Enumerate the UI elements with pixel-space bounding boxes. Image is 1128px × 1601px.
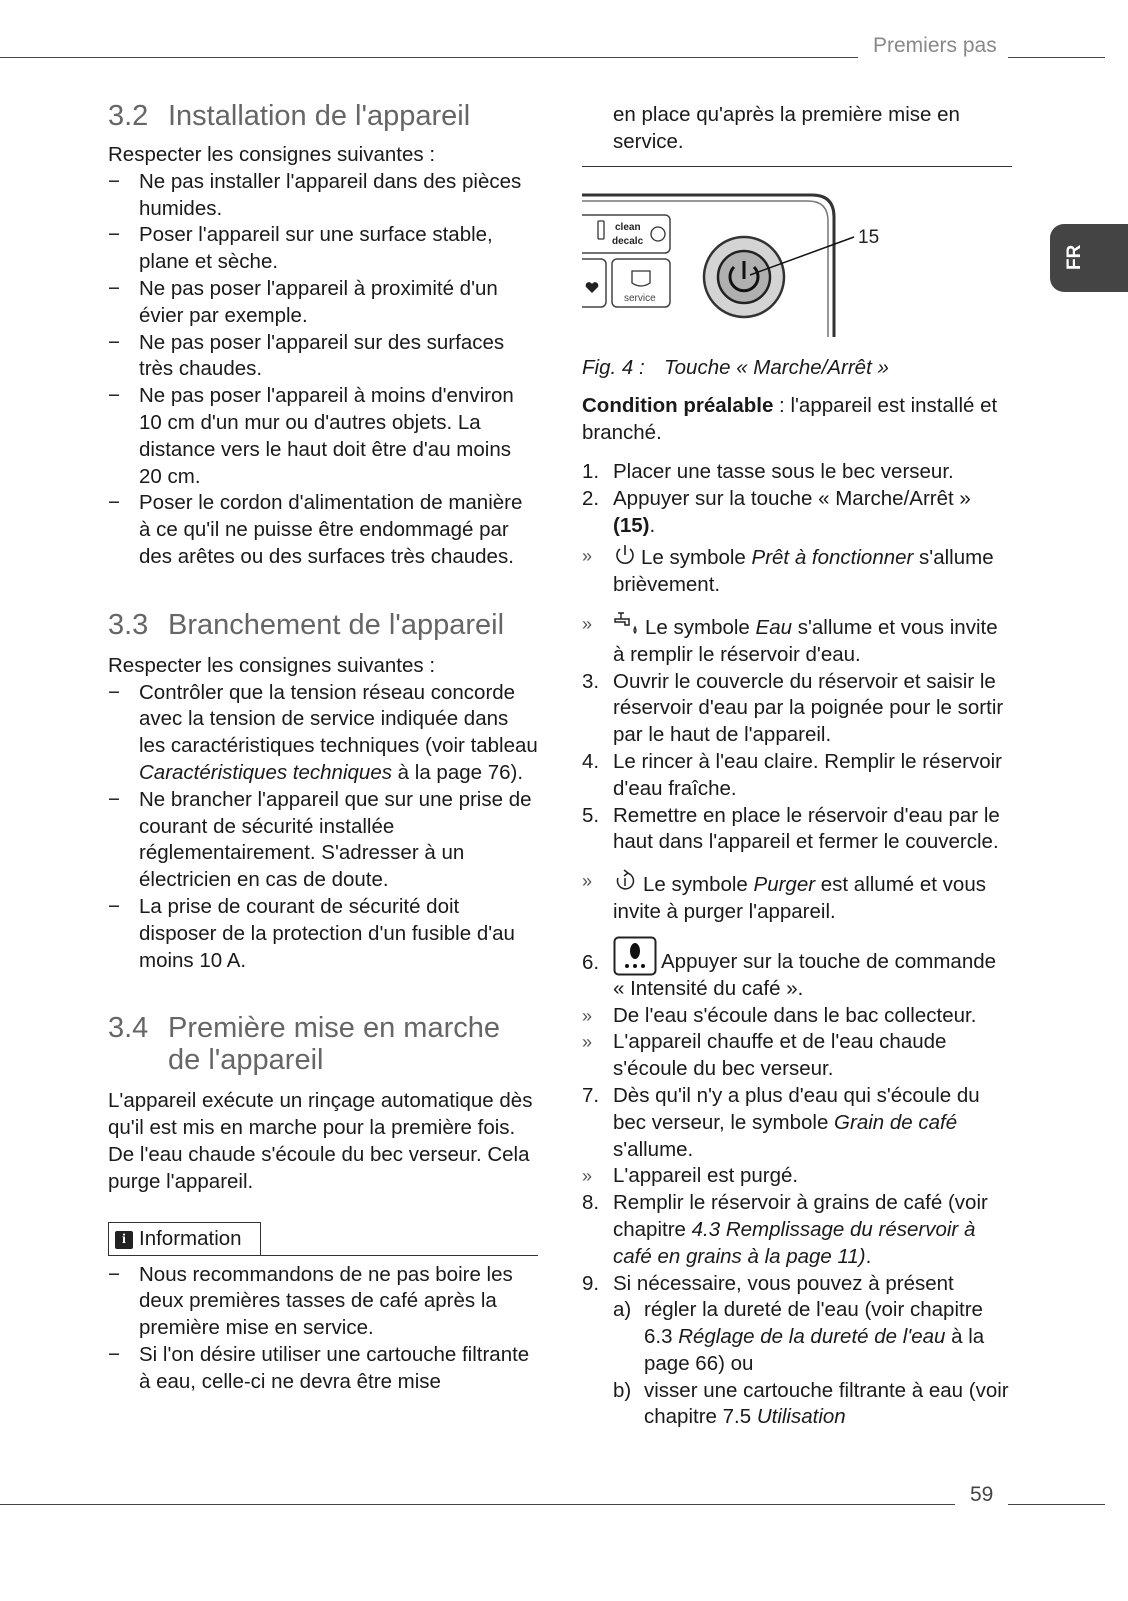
step-ref: (15) [613, 513, 650, 537]
list-item: − Nous recommandons de ne pas boire les deux premières tasses de café après la première mise en service. [108, 1262, 538, 1342]
step-8 [582, 1190, 1012, 1270]
section-title: Première mise en marche de l'appareil [168, 1012, 500, 1077]
section-3-3-heading [108, 609, 538, 641]
precondition-label: Condition préalable [582, 394, 774, 418]
sub-step-b [613, 1378, 1012, 1432]
purge-icon [613, 868, 639, 894]
step-text: Ouvrir le couvercle du réservoir et saisir le réservoir d'eau par la poignée pour le sortir par le haut de l'appareil. [613, 669, 1004, 747]
step-3 [582, 669, 1012, 749]
list-item: − Ne pas installer l'appareil dans des pièces humides. [108, 169, 538, 223]
step-number: 3. [582, 669, 600, 693]
section-number: 3.3 [108, 608, 149, 641]
footer-rule-left [0, 1504, 955, 1505]
result-item [582, 611, 1012, 669]
step-text: Remettre en place le réservoir d'eau par le haut dans l'appareil et fermer le couvercle. [613, 803, 1000, 854]
step-number: 1. [582, 459, 600, 483]
water-tap-icon [613, 611, 641, 637]
information-block [108, 1222, 538, 1396]
cross-reference: Caractéristiques techniques [139, 760, 392, 784]
list-item: − Poser le cordon d'alimentation de manière à ce qu'il ne puisse être endommagé par des arêtes ou des surfaces très chaudes. [108, 490, 538, 570]
header-rule-left [0, 57, 858, 58]
section-intro: Respecter les consignes suivantes : [108, 143, 436, 166]
figure-caption [582, 355, 1012, 382]
step-results [582, 1003, 1012, 1083]
information-rule [108, 1255, 538, 1256]
figure-top-rule [582, 166, 1012, 167]
step-number: 2. [582, 486, 600, 510]
step-text: s'allume. [613, 1137, 694, 1161]
power-ready-icon [613, 543, 637, 567]
section-3-2-heading [108, 100, 538, 132]
step-results [582, 1163, 1012, 1190]
step-text: . [865, 1244, 872, 1268]
figure-control-panel [582, 187, 1012, 347]
precondition-text: : l'appareil est installé et branché. [582, 394, 998, 445]
list-item [108, 680, 538, 787]
connection-list [108, 680, 538, 975]
cartridge-icon [598, 221, 604, 239]
section-intro: Respecter les consignes suivantes : [108, 653, 436, 677]
figure-number: Fig. 4 : [582, 355, 645, 379]
result-text: Le symbole [641, 546, 752, 570]
sub-steps-list [613, 1297, 1012, 1431]
symbol-name: Purger [753, 873, 816, 897]
steps-list [582, 459, 1012, 1431]
list-item: − Ne pas poser l'appareil sur des surfaces très chaudes. [108, 330, 538, 384]
sub-step-a [613, 1297, 1012, 1377]
continuation-text: en place qu'après la première mise en service. [613, 103, 960, 153]
purge-icon [651, 227, 665, 241]
step-2 [582, 486, 1012, 669]
text-run: Contrôler que la tension réseau concorde avec la tension de service indiquée dans les caractéristiques techniques (voir tableau [139, 680, 538, 758]
coffee-strength-key-icon [613, 936, 657, 976]
step-text: à la page 66) ou [644, 1325, 985, 1375]
list-item: − Ne pas poser l'appareil à proximité d'un évier par exemple. [108, 276, 538, 330]
step-number: 7. [582, 1083, 600, 1107]
step-text: Si nécessaire, vous pouvez à présent [613, 1271, 954, 1295]
result-text: s'allume et vous invite à remplir le réservoir d'eau. [613, 615, 998, 666]
decalc-label: decalc [612, 235, 644, 247]
list-item: − Poser l'appareil sur une surface stable, plane et sèche. [108, 222, 538, 276]
symbol-name: Grain de café [834, 1110, 958, 1134]
symbol-name: Eau [755, 615, 793, 639]
result-item: » L'appareil est purgé. [582, 1163, 1012, 1190]
footer-rule-right [1008, 1504, 1105, 1505]
clean-decalc-key [582, 215, 670, 253]
step-text: . [649, 513, 656, 537]
information-list [108, 1262, 538, 1396]
information-label: Information [139, 1227, 242, 1251]
step-number: 6. [582, 950, 600, 974]
text-run: à la page 76). [391, 760, 524, 784]
step-number: 8. [582, 1191, 600, 1215]
cross-reference: 4.3 Remplissage du réservoir à café en grains à la page 11) [613, 1217, 976, 1268]
list-item: − Ne brancher l'appareil que sur une prise de courant de sécurité installée réglementairement. S'adresser à un électricien en cas de doute. [108, 787, 538, 894]
header-rule-right [1008, 57, 1105, 58]
section-3-4-heading [108, 1012, 538, 1076]
step-text: Appuyer sur la touche de commande « Intensité du café ». [613, 949, 997, 1000]
section-number: 3.4 [108, 1012, 149, 1045]
section-body: L'appareil exécute un rinçage automatique dès qu'il est mis en marche pour la première fois. De l'eau chaude s'écoule du bec verseur. Cela purge l'appareil. [108, 1089, 533, 1193]
service-cup-icon [632, 271, 650, 286]
figure-title: Touche « Marche/Arrêt » [664, 355, 889, 379]
service-label: service [624, 292, 656, 304]
section-title: Branchement de l'appareil [168, 608, 505, 641]
result-text: Le symbole [643, 873, 754, 897]
step-results [582, 868, 1012, 926]
running-title: Premiers pas [873, 34, 997, 57]
result-item: » De l'eau s'écoule dans le bac collecteur. [582, 1003, 1012, 1030]
cross-reference: Utilisation [756, 1405, 846, 1429]
symbol-name: Prêt à fonctionner [751, 546, 914, 570]
step-6 [582, 936, 1012, 1083]
section-number: 3.2 [108, 100, 149, 132]
step-text: Placer une tasse sous le bec verseur. [613, 459, 954, 483]
clean-label: clean [615, 221, 641, 233]
cross-reference: Réglage de la dureté de l'eau [678, 1325, 946, 1349]
step-number: 4. [582, 749, 600, 773]
result-text: s'allume brièvement. [613, 546, 994, 597]
information-header [108, 1222, 261, 1255]
precondition [582, 393, 1012, 447]
page-number: 59 [970, 1483, 994, 1506]
installation-list [108, 169, 538, 571]
step-7 [582, 1083, 1012, 1190]
result-text: est allumé et vous invite à purger l'appareil. [613, 873, 986, 923]
callout-number: 15 [858, 226, 880, 248]
step-text: visser une cartouche filtrante à eau (voir chapitre 7.5 [644, 1378, 1009, 1429]
step-9 [582, 1271, 1012, 1432]
list-item: − Ne pas poser l'appareil à moins d'environ 10 cm d'un mur ou d'autres objets. La distance vers le haut doit être d'au moins 20 cm. [108, 383, 538, 490]
sub-step-label: b) [613, 1378, 632, 1402]
sub-step-label: a) [613, 1298, 632, 1322]
language-tab [1050, 224, 1128, 292]
result-text: Le symbole [645, 615, 756, 639]
right-column [582, 102, 1012, 1431]
info-icon: i [115, 1231, 133, 1249]
result-item [582, 868, 1012, 926]
step-5 [582, 803, 1012, 926]
list-item: − La prise de courant de sécurité doit disposer de la protection d'un fusible d'au moins 10 A. [108, 894, 538, 974]
step-number: 9. [582, 1271, 600, 1295]
left-column [108, 100, 538, 1395]
step-number: 5. [582, 803, 600, 827]
result-item: » L'appareil chauffe et de l'eau chaude s'écoule du bec verseur. [582, 1029, 1012, 1083]
section-title: Installation de l'appareil [168, 100, 471, 132]
step-results [582, 543, 1012, 668]
step-4 [582, 749, 1012, 803]
step-text: Remplir le réservoir à grains de café (voir chapitre [613, 1191, 988, 1241]
list-item: − Si l'on désire utiliser une cartouche filtrante à eau, celle-ci ne devra être mise [108, 1342, 538, 1396]
result-item [582, 543, 1012, 599]
step-text: Appuyer sur la touche « Marche/Arrêt » [613, 486, 971, 510]
step-text: régler la dureté de l'eau (voir chapitre 6.3 [644, 1298, 983, 1349]
step-text: Dès qu'il n'y a plus d'eau qui s'écoule du bec verseur, le symbole [613, 1083, 980, 1134]
language-tab-label: FR [1064, 244, 1085, 270]
heart-cup-icon [586, 282, 599, 293]
step-1 [582, 459, 1012, 486]
step-text: Le rincer à l'eau claire. Remplir le réservoir d'eau fraîche. [613, 749, 1002, 800]
